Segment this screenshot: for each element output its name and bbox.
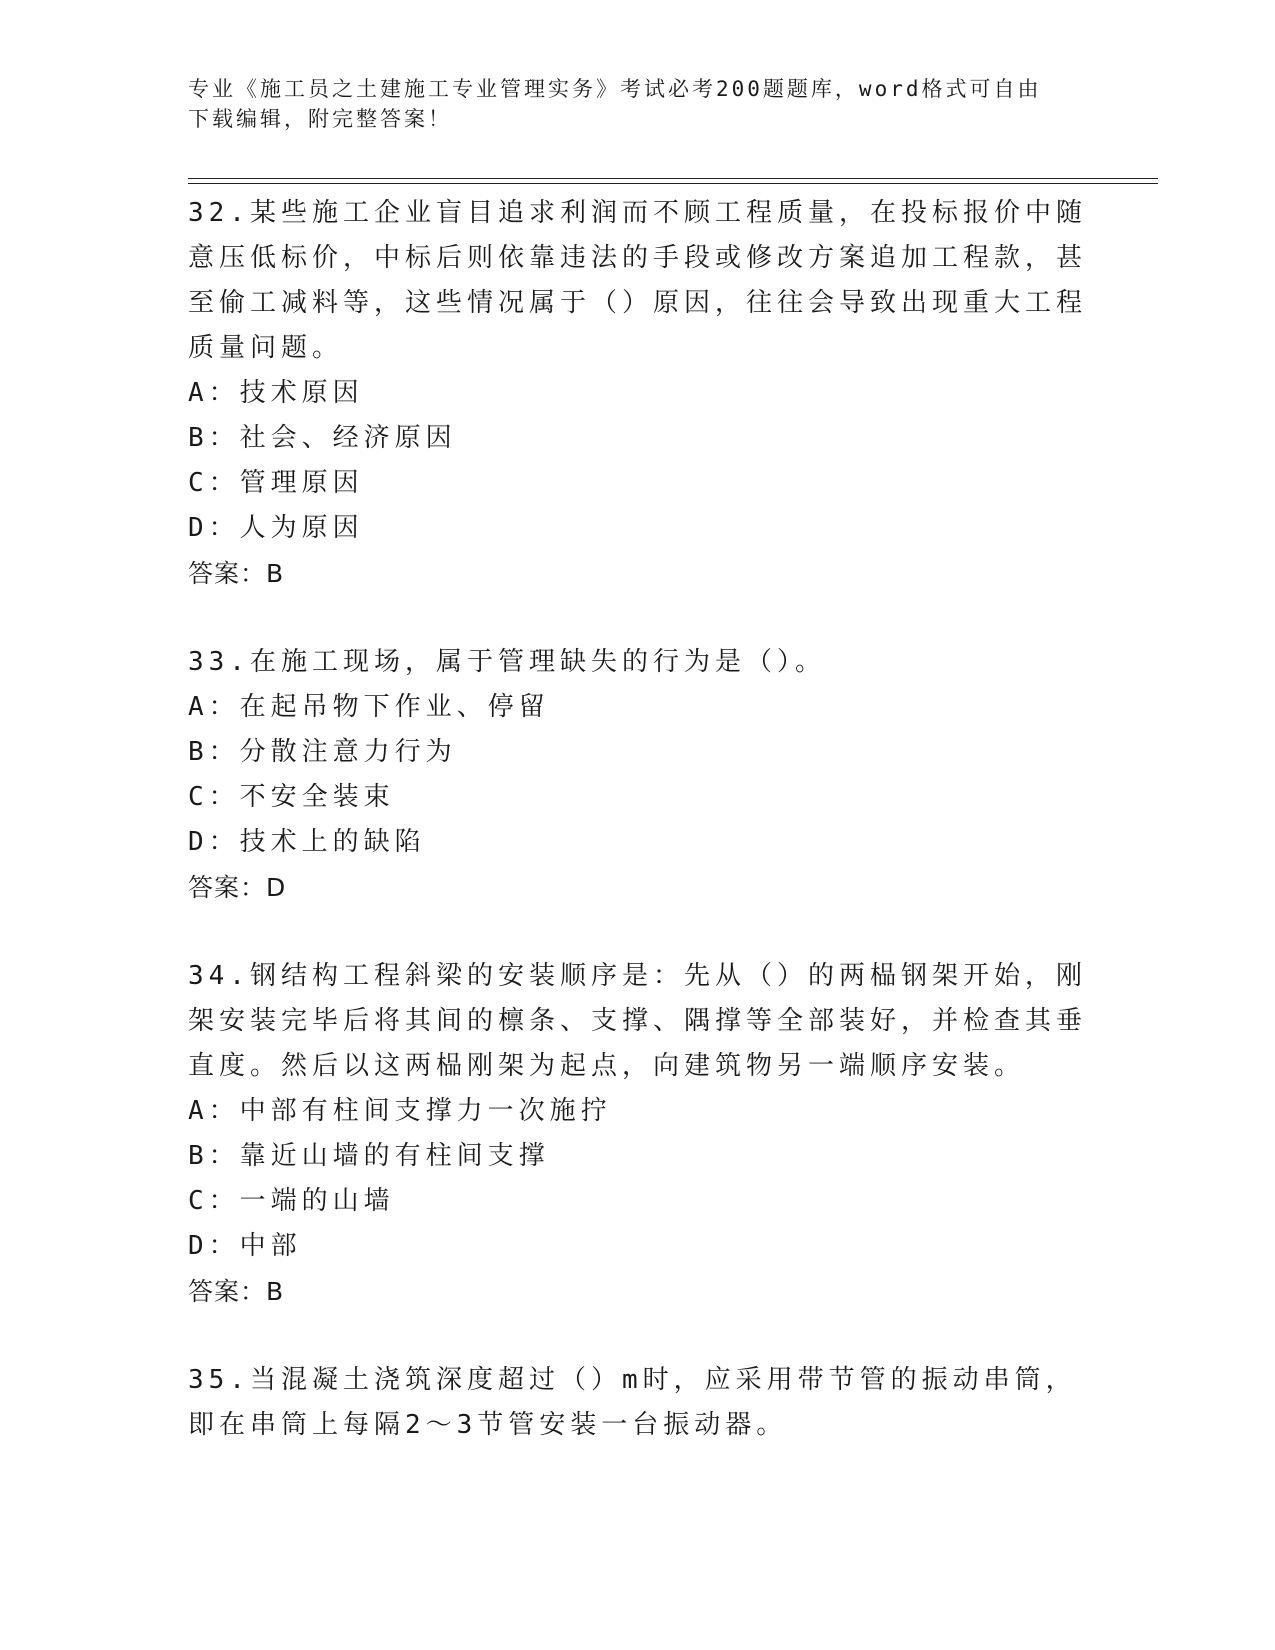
- option-a: A：在起吊物下作业、停留: [188, 692, 550, 722]
- option-b: B：分散注意力行为: [188, 737, 457, 767]
- option-c: C：一端的山墙: [188, 1186, 395, 1216]
- question-text: 33.在施工现场，属于管理缺失的行为是（）。: [188, 647, 826, 677]
- question-33: [188, 640, 1088, 910]
- document-page: [188, 0, 1158, 1650]
- question-34: [188, 954, 1088, 1314]
- header-divider: [188, 178, 1158, 184]
- option-c: C：不安全装束: [188, 782, 395, 812]
- option-d: D：人为原因: [188, 513, 364, 543]
- option-b: B：靠近山墙的有柱间支撑: [188, 1141, 550, 1171]
- question-text: 32.某些施工企业盲目追求利润而不顾工程质量，在投标报价中随意压低标价，中标后则依靠违法的手段或修改方案追加工程款，甚至偷工减料等，这些情况属于（）原因，往往会导致出现重大工程质量问题。: [188, 198, 1088, 363]
- question-text: 35.当混凝土浇筑深度超过（）m时，应采用带节管的振动串筒，即在串筒上每隔2～3节管安装一台振动器。: [188, 1365, 1077, 1440]
- answer-text: 答案：B: [188, 1277, 285, 1306]
- option-c: C：管理原因: [188, 468, 364, 498]
- question-32: [188, 191, 1088, 596]
- question-text: 34.钢结构工程斜梁的安装顺序是：先从（）的两榀钢架开始，刚架安装完毕后将其间的檩条、支撑、隅撑等全部装好，并检查其垂直度。然后以这两榀刚架为起点，向建筑物另一端顺序安装。: [188, 961, 1088, 1081]
- question-35: [188, 1358, 1088, 1448]
- option-a: A：技术原因: [188, 378, 364, 408]
- option-d: D：技术上的缺陷: [188, 827, 426, 857]
- question-list: [188, 191, 1088, 1492]
- option-a: A：中部有柱间支撑力一次施拧: [188, 1096, 612, 1126]
- answer-text: 答案：B: [188, 559, 285, 588]
- document-header: 专业《施工员之土建施工专业管理实务》考试必考200题题库，word格式可自由下载编辑，附完整答案！: [188, 77, 1042, 131]
- option-d: D：中部: [188, 1231, 302, 1261]
- option-b: B：社会、经济原因: [188, 423, 457, 453]
- answer-text: 答案：D: [188, 873, 287, 902]
